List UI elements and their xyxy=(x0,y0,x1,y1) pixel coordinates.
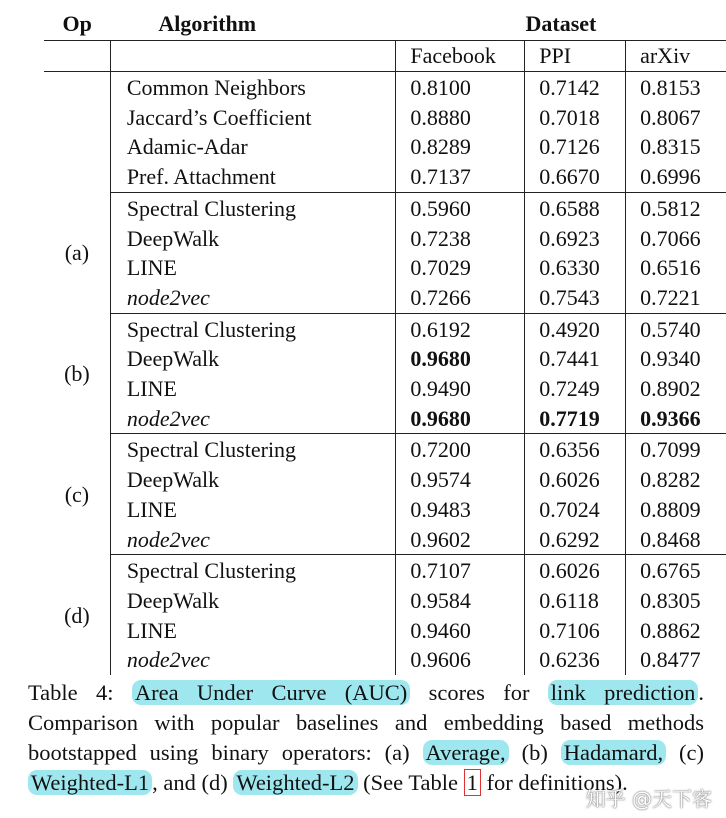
table-row xyxy=(44,374,726,404)
algorithm-cell: Jaccard’s Coefficient xyxy=(110,103,396,133)
value-cell: 0.8477 xyxy=(640,647,701,673)
value-cell: 0.7107 xyxy=(396,555,525,586)
algorithm-cell: Spectral Clustering xyxy=(110,192,396,223)
algorithm-cell: DeepWalk xyxy=(110,344,396,374)
auc-table xyxy=(44,8,726,675)
table-row xyxy=(44,525,726,555)
table-row xyxy=(44,103,726,133)
table-row xyxy=(44,495,726,525)
highlight-hadamard: Hadamard, xyxy=(561,740,666,765)
table-row xyxy=(44,224,726,254)
op-cell: (d) xyxy=(44,555,110,675)
table-row xyxy=(44,404,726,434)
algorithm-cell: DeepWalk xyxy=(110,465,396,495)
value-cell: 0.7238 xyxy=(396,224,525,254)
op-cell: (c) xyxy=(44,434,110,555)
table-row xyxy=(44,253,726,283)
table-row xyxy=(44,162,726,192)
header-algorithm: Algorithm xyxy=(158,11,257,37)
value-cell: 0.6192 xyxy=(396,313,525,344)
header-op: Op xyxy=(62,11,92,37)
algorithm-cell: node2vec xyxy=(110,645,396,675)
value-cell: 0.6292 xyxy=(525,525,626,555)
subheader-row xyxy=(44,41,726,72)
table-body xyxy=(44,72,726,676)
op-cell xyxy=(44,72,110,193)
algorithm-cell: DeepWalk xyxy=(110,224,396,254)
algorithm-cell: Adamic-Adar xyxy=(110,132,396,162)
value-cell: 0.6026 xyxy=(525,465,626,495)
value-cell: 0.9574 xyxy=(396,465,525,495)
table-row xyxy=(44,465,726,495)
table-caption: Table 4: Area Under Curve (AUC) scores for link prediction . Comparison with popular baselines and embedding based methods bootstapped using binary operators: (a) Average, (b) Hadamard, (c) Weighted-L1 , and (d) Weighted-L2 (See Table 1 for definitions). xyxy=(28,680,704,795)
value-cell: 0.7142 xyxy=(525,72,626,103)
value-cell: 0.8305 xyxy=(640,587,701,613)
table-row xyxy=(44,555,726,586)
algorithm-cell: DeepWalk xyxy=(110,586,396,616)
value-cell: 0.6236 xyxy=(525,645,626,675)
table-row xyxy=(44,434,726,465)
table-row xyxy=(44,344,726,374)
value-cell: 0.7066 xyxy=(640,225,701,251)
value-cell: 0.8315 xyxy=(640,134,701,160)
table-row xyxy=(44,586,726,616)
algorithm-cell: node2vec xyxy=(110,283,396,313)
table-row xyxy=(44,283,726,313)
value-cell: 0.6516 xyxy=(640,255,701,281)
value-cell: 0.7024 xyxy=(525,495,626,525)
value-cell: 0.9584 xyxy=(396,586,525,616)
value-cell: 0.4920 xyxy=(525,313,626,344)
highlight-weighted-l1: Weighted-L1 xyxy=(28,770,152,795)
table-row xyxy=(44,192,726,223)
highlight-link-prediction: link prediction xyxy=(548,680,699,705)
table-reference-link[interactable]: 1 xyxy=(464,769,481,796)
table-row xyxy=(44,72,726,103)
value-cell: 0.7719 xyxy=(525,404,626,434)
value-cell: 0.7126 xyxy=(525,132,626,162)
column-header-ppi: PPI xyxy=(525,41,626,72)
algorithm-cell: Pref. Attachment xyxy=(110,162,396,192)
value-cell: 0.7441 xyxy=(525,344,626,374)
value-cell: 0.7266 xyxy=(396,283,525,313)
value-cell: 0.8880 xyxy=(396,103,525,133)
value-cell: 0.9606 xyxy=(396,645,525,675)
value-cell: 0.9340 xyxy=(640,346,701,372)
value-cell: 0.7200 xyxy=(396,434,525,465)
value-cell: 0.9680 xyxy=(396,404,525,434)
table-row xyxy=(44,313,726,344)
value-cell: 0.9460 xyxy=(396,616,525,646)
value-cell: 0.8902 xyxy=(640,376,701,402)
value-cell: 0.7543 xyxy=(525,283,626,313)
value-cell: 0.8153 xyxy=(640,75,701,100)
value-cell: 0.9680 xyxy=(396,344,525,374)
value-cell: 0.8862 xyxy=(640,617,701,643)
value-cell: 0.6765 xyxy=(640,558,701,584)
algorithm-cell: Common Neighbors xyxy=(110,72,396,103)
algorithm-cell: Spectral Clustering xyxy=(110,434,396,465)
value-cell: 0.6588 xyxy=(525,192,626,223)
value-cell: 0.7137 xyxy=(396,162,525,192)
header-dataset: Dataset xyxy=(525,11,597,37)
table-row xyxy=(44,645,726,675)
value-cell: 0.6118 xyxy=(525,586,626,616)
algorithm-cell: LINE xyxy=(110,253,396,283)
header-row xyxy=(44,8,726,41)
value-cell: 0.7221 xyxy=(626,283,726,313)
algorithm-cell: Spectral Clustering xyxy=(110,555,396,586)
value-cell: 0.9483 xyxy=(396,495,525,525)
value-cell: 0.7099 xyxy=(640,437,701,463)
value-cell: 0.7249 xyxy=(525,374,626,404)
op-cell: (b) xyxy=(44,313,110,434)
value-cell: 0.6330 xyxy=(525,253,626,283)
value-cell: 0.8289 xyxy=(396,132,525,162)
value-cell: 0.7106 xyxy=(525,616,626,646)
algorithm-cell: node2vec xyxy=(110,525,396,555)
column-header-facebook: Facebook xyxy=(396,41,525,72)
value-cell: 0.9490 xyxy=(396,374,525,404)
value-cell: 0.5812 xyxy=(640,195,701,221)
table-row xyxy=(44,616,726,646)
value-cell: 0.9602 xyxy=(396,525,525,555)
value-cell: 0.5960 xyxy=(396,192,525,223)
highlight-auc: Area Under Curve (AUC) xyxy=(132,680,410,705)
value-cell: 0.8100 xyxy=(396,72,525,103)
value-cell: 0.6026 xyxy=(525,555,626,586)
value-cell: 0.6996 xyxy=(626,162,726,192)
value-cell: 0.8468 xyxy=(626,525,726,555)
value-cell: 0.5740 xyxy=(640,316,701,342)
algorithm-cell: LINE xyxy=(110,495,396,525)
caption-label: Table 4: xyxy=(28,680,114,705)
value-cell: 0.8282 xyxy=(640,467,701,493)
watermark: 知乎 @天下客 xyxy=(585,787,712,811)
table-row xyxy=(44,132,726,162)
value-cell: 0.7029 xyxy=(396,253,525,283)
value-cell: 0.9366 xyxy=(626,404,726,434)
algorithm-cell: Spectral Clustering xyxy=(110,313,396,344)
highlight-weighted-l2: Weighted-L2 xyxy=(233,770,357,795)
value-cell: 0.6670 xyxy=(525,162,626,192)
op-cell: (a) xyxy=(44,192,110,313)
value-cell: 0.6356 xyxy=(525,434,626,465)
value-cell: 0.8067 xyxy=(640,104,701,130)
algorithm-cell: node2vec xyxy=(110,404,396,434)
value-cell: 0.7018 xyxy=(525,103,626,133)
highlight-average: Average, xyxy=(423,740,509,765)
value-cell: 0.8809 xyxy=(640,496,701,522)
algorithm-cell: LINE xyxy=(110,616,396,646)
algorithm-cell: LINE xyxy=(110,374,396,404)
value-cell: 0.6923 xyxy=(525,224,626,254)
column-header-arxiv: arXiv xyxy=(626,41,726,72)
